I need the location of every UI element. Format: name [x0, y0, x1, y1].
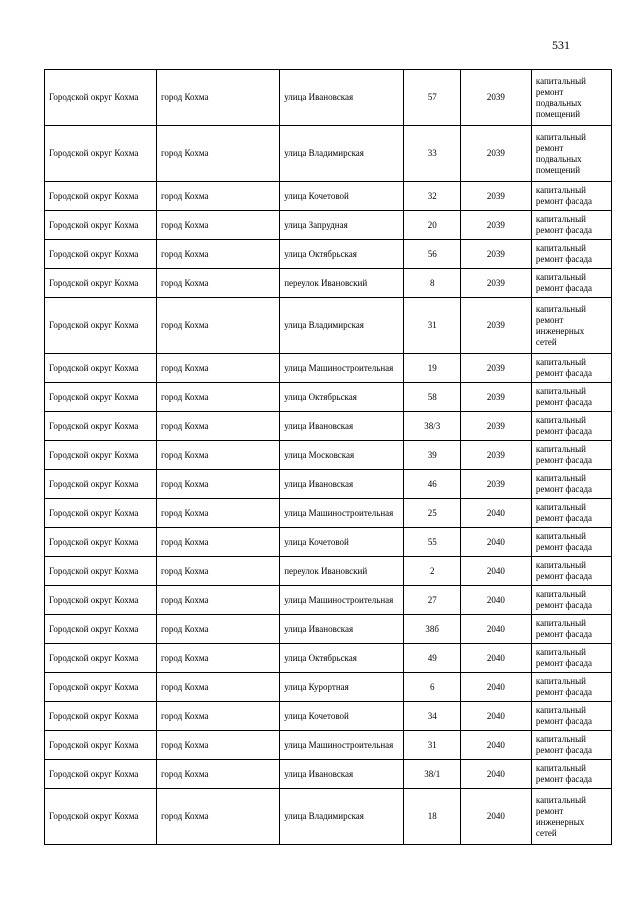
street-cell: улица Курортная	[280, 673, 404, 702]
table-row	[45, 615, 612, 644]
house-number-cell: 6	[404, 673, 460, 702]
repair-plan-table	[44, 69, 612, 845]
house-number-cell: 25	[404, 499, 460, 528]
street-cell: улица Запрудная	[280, 211, 404, 240]
house-number-cell: 2	[404, 557, 460, 586]
year-cell: 2039	[460, 126, 531, 182]
work-type-cell: капитальный ремонт фасада	[531, 702, 611, 731]
work-type-cell: капитальный ремонт фасада	[531, 673, 611, 702]
district-cell: Городской округ Кохма	[45, 731, 157, 760]
work-type-cell: капитальный ремонт инженерных сетей	[531, 789, 611, 845]
house-number-cell: 18	[404, 789, 460, 845]
table-row	[45, 586, 612, 615]
table-row	[45, 126, 612, 182]
year-cell: 2040	[460, 644, 531, 673]
table-row	[45, 789, 612, 845]
year-cell: 2040	[460, 499, 531, 528]
district-cell: Городской округ Кохма	[45, 615, 157, 644]
year-cell: 2040	[460, 731, 531, 760]
district-cell: Городской округ Кохма	[45, 557, 157, 586]
street-cell: улица Владимирская	[280, 298, 404, 354]
house-number-cell: 56	[404, 240, 460, 269]
house-number-cell: 49	[404, 644, 460, 673]
city-cell: город Кохма	[156, 383, 279, 412]
year-cell: 2040	[460, 673, 531, 702]
city-cell: город Кохма	[156, 499, 279, 528]
city-cell: город Кохма	[156, 441, 279, 470]
table-row	[45, 412, 612, 441]
district-cell: Городской округ Кохма	[45, 470, 157, 499]
district-cell: Городской округ Кохма	[45, 70, 157, 126]
city-cell: город Кохма	[156, 240, 279, 269]
table-row	[45, 557, 612, 586]
table-row	[45, 441, 612, 470]
work-type-cell: капитальный ремонт фасада	[531, 269, 611, 298]
street-cell: улица Владимирская	[280, 789, 404, 845]
table-row	[45, 182, 612, 211]
work-type-cell: капитальный ремонт инженерных сетей	[531, 298, 611, 354]
city-cell: город Кохма	[156, 557, 279, 586]
district-cell: Городской округ Кохма	[45, 383, 157, 412]
city-cell: город Кохма	[156, 702, 279, 731]
year-cell: 2039	[460, 70, 531, 126]
street-cell: улица Машиностроительная	[280, 354, 404, 383]
district-cell: Городской округ Кохма	[45, 586, 157, 615]
city-cell: город Кохма	[156, 298, 279, 354]
house-number-cell: 19	[404, 354, 460, 383]
table-row	[45, 644, 612, 673]
table-row	[45, 211, 612, 240]
house-number-cell: 8	[404, 269, 460, 298]
table-row	[45, 383, 612, 412]
work-type-cell: капитальный ремонт фасада	[531, 615, 611, 644]
street-cell: улица Машиностроительная	[280, 586, 404, 615]
work-type-cell: капитальный ремонт фасада	[531, 470, 611, 499]
table-row	[45, 499, 612, 528]
city-cell: город Кохма	[156, 731, 279, 760]
street-cell: улица Ивановская	[280, 70, 404, 126]
table-row	[45, 702, 612, 731]
work-type-cell: капитальный ремонт фасада	[531, 528, 611, 557]
year-cell: 2040	[460, 702, 531, 731]
district-cell: Городской округ Кохма	[45, 211, 157, 240]
district-cell: Городской округ Кохма	[45, 441, 157, 470]
street-cell: улица Машиностроительная	[280, 499, 404, 528]
street-cell: улица Октябрьская	[280, 240, 404, 269]
work-type-cell: капитальный ремонт фасада	[531, 760, 611, 789]
house-number-cell: 46	[404, 470, 460, 499]
work-type-cell: капитальный ремонт фасада	[531, 731, 611, 760]
street-cell: улица Кочетовой	[280, 702, 404, 731]
district-cell: Городской округ Кохма	[45, 269, 157, 298]
table-row	[45, 269, 612, 298]
city-cell: город Кохма	[156, 528, 279, 557]
city-cell: город Кохма	[156, 760, 279, 789]
house-number-cell: 31	[404, 298, 460, 354]
city-cell: город Кохма	[156, 673, 279, 702]
table-row	[45, 470, 612, 499]
work-type-cell: капитальный ремонт фасада	[531, 383, 611, 412]
city-cell: город Кохма	[156, 586, 279, 615]
year-cell: 2040	[460, 615, 531, 644]
district-cell: Городской округ Кохма	[45, 298, 157, 354]
table-row	[45, 673, 612, 702]
repair-plan-table-body	[45, 70, 612, 845]
district-cell: Городской округ Кохма	[45, 354, 157, 383]
year-cell: 2040	[460, 586, 531, 615]
house-number-cell: 57	[404, 70, 460, 126]
district-cell: Городской округ Кохма	[45, 126, 157, 182]
house-number-cell: 38/3	[404, 412, 460, 441]
page-number: 531	[552, 38, 570, 52]
table-row	[45, 354, 612, 383]
house-number-cell: 55	[404, 528, 460, 557]
year-cell: 2039	[460, 182, 531, 211]
year-cell: 2039	[460, 240, 531, 269]
table-row	[45, 731, 612, 760]
street-cell: переулок Ивановский	[280, 557, 404, 586]
city-cell: город Кохма	[156, 412, 279, 441]
work-type-cell: капитальный ремонт фасада	[531, 182, 611, 211]
district-cell: Городской округ Кохма	[45, 412, 157, 441]
year-cell: 2039	[460, 298, 531, 354]
city-cell: город Кохма	[156, 789, 279, 845]
work-type-cell: капитальный ремонт фасада	[531, 211, 611, 240]
house-number-cell: 31	[404, 731, 460, 760]
table-row	[45, 298, 612, 354]
city-cell: город Кохма	[156, 126, 279, 182]
year-cell: 2039	[460, 269, 531, 298]
table-row	[45, 760, 612, 789]
street-cell: переулок Ивановский	[280, 269, 404, 298]
year-cell: 2039	[460, 412, 531, 441]
work-type-cell: капитальный ремонт подвальных помещений	[531, 70, 611, 126]
house-number-cell: 58	[404, 383, 460, 412]
work-type-cell: капитальный ремонт фасада	[531, 557, 611, 586]
year-cell: 2039	[460, 383, 531, 412]
year-cell: 2039	[460, 441, 531, 470]
year-cell: 2040	[460, 557, 531, 586]
work-type-cell: капитальный ремонт фасада	[531, 354, 611, 383]
street-cell: улица Кочетовой	[280, 528, 404, 557]
district-cell: Городской округ Кохма	[45, 182, 157, 211]
city-cell: город Кохма	[156, 211, 279, 240]
year-cell: 2039	[460, 354, 531, 383]
district-cell: Городской округ Кохма	[45, 644, 157, 673]
year-cell: 2040	[460, 528, 531, 557]
work-type-cell: капитальный ремонт подвальных помещений	[531, 126, 611, 182]
house-number-cell: 33	[404, 126, 460, 182]
year-cell: 2040	[460, 789, 531, 845]
year-cell: 2040	[460, 760, 531, 789]
house-number-cell: 39	[404, 441, 460, 470]
street-cell: улица Кочетовой	[280, 182, 404, 211]
city-cell: город Кохма	[156, 70, 279, 126]
city-cell: город Кохма	[156, 182, 279, 211]
district-cell: Городской округ Кохма	[45, 760, 157, 789]
work-type-cell: капитальный ремонт фасада	[531, 240, 611, 269]
street-cell: улица Ивановская	[280, 412, 404, 441]
street-cell: улица Владимирская	[280, 126, 404, 182]
street-cell: улица Машиностроительная	[280, 731, 404, 760]
city-cell: город Кохма	[156, 644, 279, 673]
work-type-cell: капитальный ремонт фасада	[531, 412, 611, 441]
table-row	[45, 240, 612, 269]
house-number-cell: 32	[404, 182, 460, 211]
district-cell: Городской округ Кохма	[45, 528, 157, 557]
house-number-cell: 38/1	[404, 760, 460, 789]
district-cell: Городской округ Кохма	[45, 702, 157, 731]
work-type-cell: капитальный ремонт фасада	[531, 644, 611, 673]
house-number-cell: 20	[404, 211, 460, 240]
street-cell: улица Московская	[280, 441, 404, 470]
city-cell: город Кохма	[156, 470, 279, 499]
city-cell: город Кохма	[156, 615, 279, 644]
table-row	[45, 70, 612, 126]
district-cell: Городской округ Кохма	[45, 240, 157, 269]
year-cell: 2039	[460, 470, 531, 499]
work-type-cell: капитальный ремонт фасада	[531, 499, 611, 528]
table-row	[45, 528, 612, 557]
city-cell: город Кохма	[156, 269, 279, 298]
house-number-cell: 34	[404, 702, 460, 731]
street-cell: улица Октябрьская	[280, 383, 404, 412]
street-cell: улица Ивановская	[280, 470, 404, 499]
street-cell: улица Ивановская	[280, 760, 404, 789]
city-cell: город Кохма	[156, 354, 279, 383]
year-cell: 2039	[460, 211, 531, 240]
work-type-cell: капитальный ремонт фасада	[531, 586, 611, 615]
district-cell: Городской округ Кохма	[45, 673, 157, 702]
district-cell: Городской округ Кохма	[45, 789, 157, 845]
district-cell: Городской округ Кохма	[45, 499, 157, 528]
street-cell: улица Октябрьская	[280, 644, 404, 673]
street-cell: улица Ивановская	[280, 615, 404, 644]
work-type-cell: капитальный ремонт фасада	[531, 441, 611, 470]
house-number-cell: 27	[404, 586, 460, 615]
house-number-cell: 38б	[404, 615, 460, 644]
